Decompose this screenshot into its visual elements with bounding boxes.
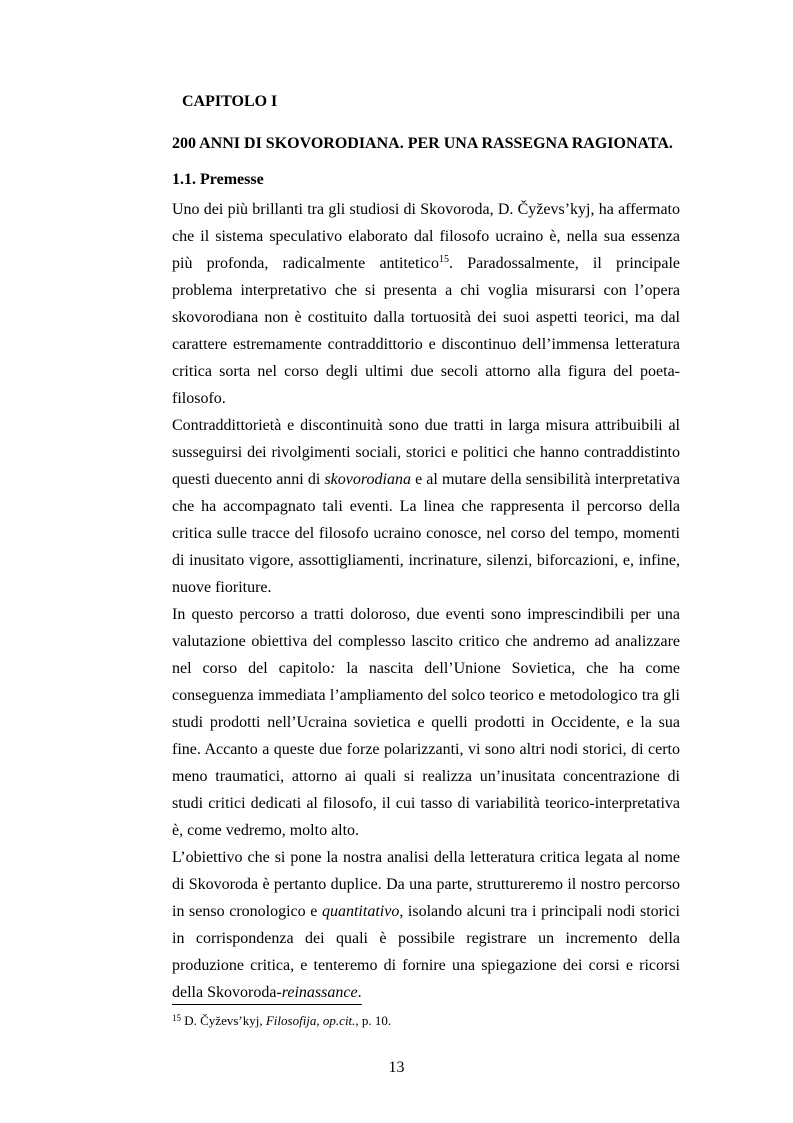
paragraph-3-emphasis: : — [330, 660, 336, 677]
paragraph-2 — [172, 412, 680, 601]
paragraph-3-text-a: In questo percorso a tratti doloroso, due eventi sono imprescindibili per una valutazione obiettiva del complesso lascito critico che andremo ad analizzare nel corso del capitolo — [172, 606, 680, 677]
paragraph-4 — [172, 844, 680, 1006]
paragraph-1 — [172, 196, 680, 412]
paragraph-2-text-b: e al mutare della sensibilità interpretativa che ha accompagnato tali eventi. La linea che rappresenta il percorso della critica sulle tracce del filosofo ucraino conosce, nel corso del tempo, momenti di inusitato vigore, assottigliamenti, incrinature, silenzi, biforcazioni, e, infine, nuove fioriture. — [172, 471, 680, 596]
footnote-reference[interactable]: 15 — [438, 254, 449, 265]
page-number: 13 — [388, 1059, 405, 1076]
chapter-label: CAPITOLO I — [182, 93, 278, 110]
footnote-author: D. Čyževs’kyj, — [181, 1013, 266, 1028]
paragraph-3-text-b: la nascita dell’Unione Sovietica, che ha come conseguenza immediata l’ampliamento del solco teorico e metodologico tra gli studi prodotti nell’Ucraina sovietica e quelli prodotti in Occidente, e la sua fine. Accanto a queste due forze polarizzanti, vi sono altri nodi storici, di certo meno traumatici, attorno ai quali si realizza un’inusitata concentrazione di studi critici dedicati al filosofo, il cui tasso di variabilità teorico-interpretativa è, come vedremo, molto alto. — [172, 660, 680, 839]
footnote — [172, 1012, 680, 1030]
section-heading: 1.1. Premesse — [172, 171, 264, 188]
paragraph-4-text-b: , isolando alcuni tra i principali nodi storici in corrispondenza dei quali è possibile registrare un incremento della produzione critica, e tenteremo di fornire una spiegazione dei corsi e ricorsi della Skovoroda- — [172, 903, 680, 1001]
page-body — [172, 90, 680, 1006]
paragraph-4-text-a: L’obiettivo che si pone la nostra analisi della letteratura critica legata al nome di Skovoroda è pertanto duplice. Da una parte, struttureremo il nostro percorso in senso cronologico e — [172, 849, 680, 920]
chapter-title: 200 ANNI DI SKOVORODIANA. PER UNA RASSEGNA RAGIONATA. — [172, 135, 673, 152]
footnote-work: Filosofija, op.cit. — [265, 1013, 356, 1028]
footnote-rest: , p. 10. — [355, 1013, 392, 1028]
paragraph-4-emphasis: quantitativo — [321, 903, 400, 920]
paragraph-4-text-c: . — [357, 984, 362, 1001]
footnote-number: 15 — [172, 1013, 181, 1023]
paragraph-4-emphasis-2: reinassance — [281, 984, 358, 1001]
paragraph-2-emphasis: skovorodiana — [324, 471, 411, 488]
paragraph-3 — [172, 601, 680, 844]
paragraph-1-text-b: . Paradossalmente, il principale problema interpretativo che si presenta a chi voglia misurarsi con l’opera skovorodiana non è costituito dalla tortuosità dei suoi aspetti teorici, ma dal carattere estremamente contraddittorio e discontinuo dell’immensa letteratura critica sorta nel corso degli ultimi due secoli attorno alla figura del poeta-filosofo. — [172, 255, 680, 407]
paragraph-1-text-a: Uno dei più brillanti tra gli studiosi di Skovoroda, D. Čyževs’kyj, ha affermato che il sistema speculativo elaborato dal filosofo ucraino è, nella sua essenza più profonda, radicalmente antitetico — [172, 201, 680, 272]
footnote-separator — [172, 1004, 362, 1005]
paragraph-2-text-a: Contraddittorietà e discontinuità sono due tratti in larga misura attribuibili al susseguirsi dei rivolgimenti sociali, storici e politici che hanno contraddistinto questi duecento anni di — [172, 417, 680, 488]
